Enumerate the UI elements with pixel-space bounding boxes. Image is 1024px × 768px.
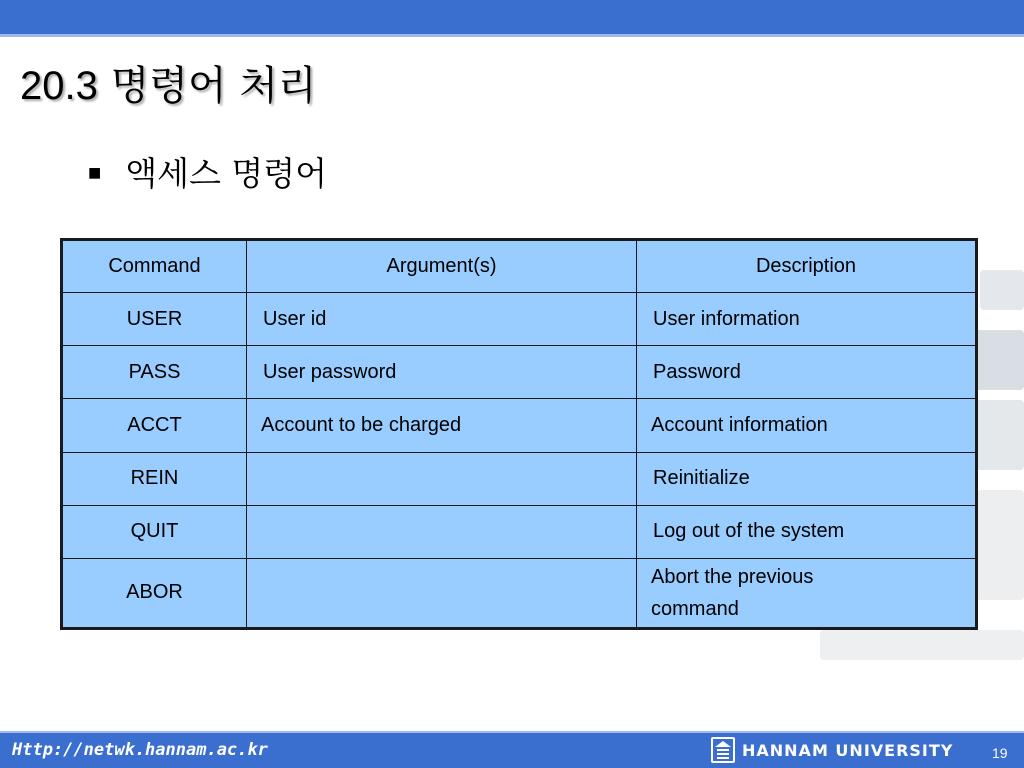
slide-title: [20, 54, 317, 111]
cell-arguments: User password: [247, 346, 637, 399]
title-text: 명령어 처리: [110, 63, 317, 109]
cell-command: PASS: [62, 346, 247, 399]
cell-description: User information: [637, 293, 977, 346]
table-row: [62, 505, 977, 558]
table-row: [62, 399, 977, 452]
cell-arguments: Account to be charged: [247, 399, 637, 452]
description-line-1: Abort the previous: [651, 565, 814, 588]
cell-command: USER: [62, 293, 247, 346]
command-table: [60, 238, 978, 630]
cell-description: Password: [637, 346, 977, 399]
cell-arguments: [247, 452, 637, 505]
bullet-item: [88, 148, 327, 195]
hannam-logo-icon: [711, 737, 735, 763]
page-number: 19: [992, 745, 1008, 761]
table-row: [62, 452, 977, 505]
title-number: 20.3: [20, 64, 98, 108]
cell-description: [637, 558, 977, 628]
table-row: [62, 346, 977, 399]
table-header-row: [62, 240, 977, 293]
header-arguments: Argument(s): [247, 240, 637, 293]
top-divider: [0, 34, 1024, 37]
cell-arguments: [247, 558, 637, 628]
cell-command: ABOR: [62, 558, 247, 628]
university-name: HANNAM UNIVERSITY: [742, 741, 954, 760]
header-command: Command: [62, 240, 247, 293]
cell-description: Log out of the system: [637, 505, 977, 558]
footer-url-link[interactable]: Http://netwk.hannam.ac.kr: [12, 740, 268, 760]
square-bullet-icon: ■: [88, 160, 102, 186]
cell-description: Reinitialize: [637, 452, 977, 505]
cell-command: REIN: [62, 452, 247, 505]
table-row: [62, 293, 977, 346]
cell-command: ACCT: [62, 399, 247, 452]
table-row: [62, 558, 977, 628]
top-banner: [0, 0, 1024, 34]
description-line-2: command: [651, 597, 739, 620]
header-description: Description: [637, 240, 977, 293]
cell-command: QUIT: [62, 505, 247, 558]
cell-arguments: User id: [247, 293, 637, 346]
cell-arguments: [247, 505, 637, 558]
cell-description: Account information: [637, 399, 977, 452]
bullet-text: 액세스 명령어: [125, 154, 328, 193]
